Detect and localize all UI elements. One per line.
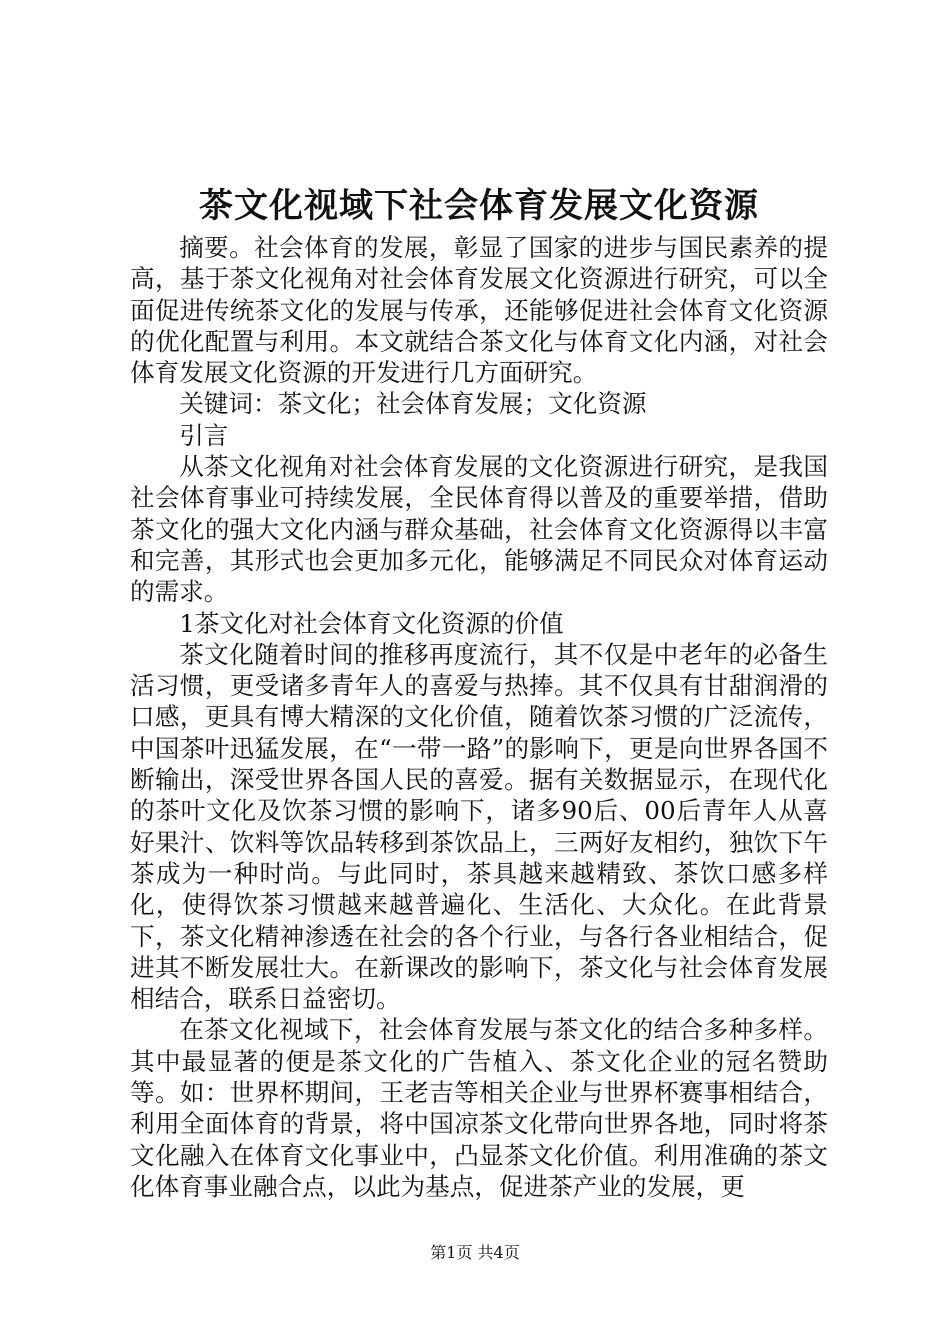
document-page	[130, 180, 828, 1202]
body-paragraph: 在茶文化视域下，社会体育发展与茶文化的结合多种多样。其中最显著的便是茶文化的广告植入、茶文化企业的冠名赞助等。如：世界杯期间，王老吉等相关企业与世界杯赛事相结合，利用全面体育的背景，将中国凉茶文化带向世界各地，同时将茶文化融入在体育文化事业中，凸显茶文化价值。利用准确的茶文化体育事业融合点，以此为基点，促进茶产业的发展，更	[130, 1015, 828, 1201]
section-heading-1: 1茶文化对社会体育文化资源的价值	[179, 608, 564, 638]
document-title: 茶文化视域下社会体育发展文化资源	[199, 186, 759, 226]
introduction-paragraph: 从茶文化视角对社会体育发展的文化资源进行研究，是我国社会体育事业可持续发展，全民体育得以普及的重要举措，借助茶文化的强大文化内涵与群众基础，社会体育文化资源得以丰富和完善，其形式也会更加多元化，能够满足不同民众对体育运动的需求。	[130, 452, 828, 607]
abstract-paragraph: 摘要。社会体育的发展，彰显了国家的进步与国民素养的提高，基于茶文化视角对社会体育发展文化资源进行研究，可以全面促进传统茶文化的发展与传承，还能够促进社会体育文化资源的优化配置与利用。本文就结合茶文化与体育文化内涵，对社会体育发展文化资源的开发进行几方面研究。	[130, 233, 828, 388]
keywords-paragraph: 关键词：茶文化；社会体育发展；文化资源	[179, 389, 647, 419]
body-paragraph: 茶文化随着时间的推移再度流行，其不仅是中老年的必备生活习惯，更受诸多青年人的喜爱与热捧。其不仅具有甘甜润滑的口感，更具有博大精深的文化价值，随着饮茶习惯的广泛流传，中国茶叶迅猛发展，在“一带一路”的影响下，更是向世界各国不断输出，深受世界各国人民的喜爱。据有关数据显示，在现代化的茶叶文化及饮茶习惯的影响下，诸多90后、00后青年人从喜好果汁、饮料等饮品转移到茶饮品上，三两好友相约，独饮下午茶成为一种时尚。与此同时，茶具越来越精致、茶饮口感多样化，使得饮茶习惯越来越普遍化、生活化、大众化。在此背景下，茶文化精神渗透在社会的各个行业，与各行各业相结合，促进其不断发展壮大。在新课改的影响下，茶文化与社会体育发展相结合，联系日益密切。	[130, 639, 828, 1014]
introduction-heading: 引言	[179, 420, 229, 450]
page-footer: 第1页 共4页	[430, 1243, 520, 1262]
